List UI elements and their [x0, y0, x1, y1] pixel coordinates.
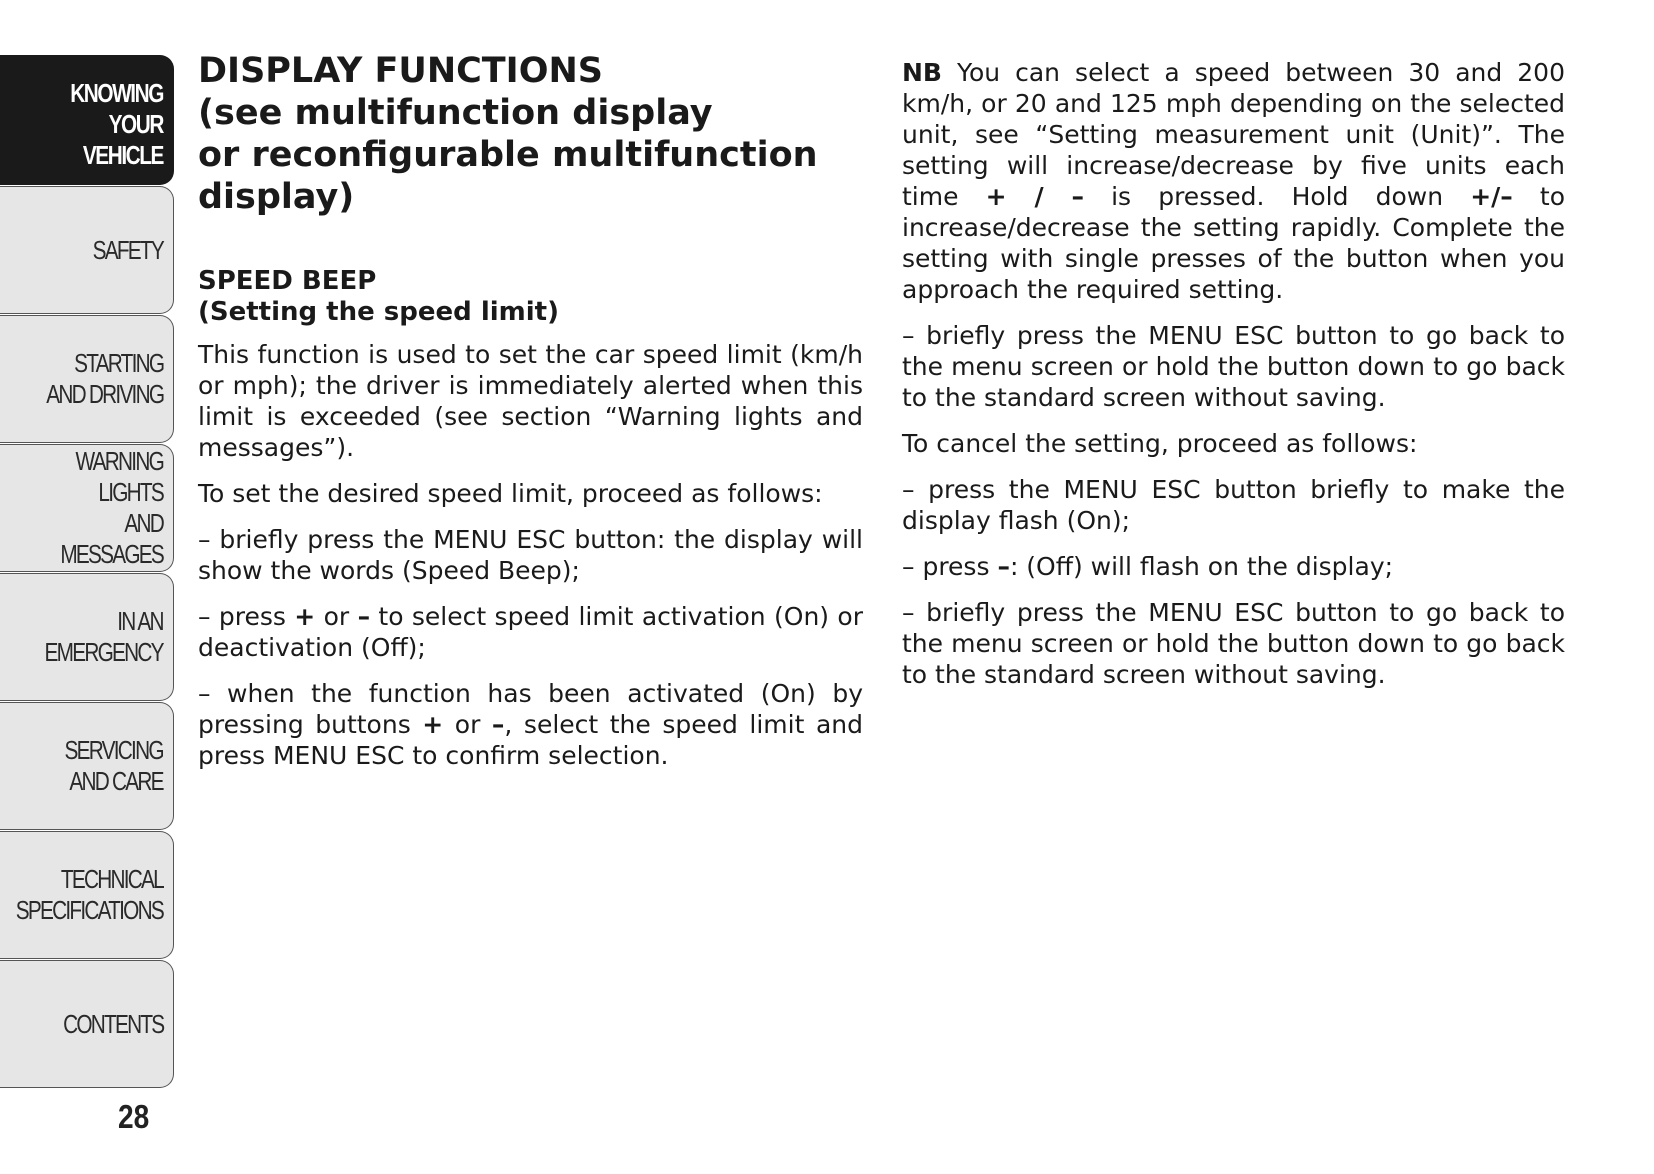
minus-symbol: – — [491, 710, 505, 739]
tab-in-an-emergency[interactable] — [0, 573, 174, 701]
note-paragraph: NB You can select a speed between 30 and 200 km/h, or 20 and 125 mph depending on the selected unit, see “Setting measurement unit (Unit)”. The setting will increase/decrease by five units each time + / – is pressed. Hold down +/– to increase/decrease the setting rapidly. Complete the setting with single presses of the button when you approach the required setting. — [902, 58, 1566, 304]
step-select-limit: – when the function has been activated (On) by pressing buttons + or –, select the speed limit and press MENU ESC to confirm selection. — [198, 679, 863, 770]
tab-label: CONTENTS — [62, 1008, 163, 1039]
tab-warning-lights[interactable] — [0, 444, 174, 572]
paragraph-cancel: To cancel the setting, proceed as follows: — [902, 429, 1418, 458]
tab-label: STARTING AND DRIVING — [45, 348, 163, 409]
step-go-back: – briefly press the MENU ESC button to go back to the menu screen or hold the button down to go back to the standard screen without saving. — [902, 321, 1565, 412]
tab-servicing-and-care[interactable] — [0, 702, 174, 830]
paragraph-procedure: To set the desired speed limit, proceed as follows: — [198, 479, 823, 508]
page-number: 28 — [118, 1098, 150, 1135]
tab-safety[interactable] — [0, 186, 174, 314]
chapter-tabs — [0, 55, 174, 1089]
note-label: NB — [902, 58, 942, 87]
paragraph-intro: This function is used to set the car speed limit (km/h or mph); the driver is immediately alerted when this limit is exceeded (see section “Warning lights and messages”). — [198, 340, 863, 462]
plus-symbol: + — [294, 602, 316, 631]
step-go-back-cancel: – briefly press the MENU ESC button to go back to the menu screen or hold the button down to go back to the standard screen without saving. — [902, 598, 1565, 689]
tab-label: IN AN EMERGENCY — [44, 606, 163, 667]
plus-minus-symbol: + / – — [985, 182, 1084, 211]
plus-minus-symbol: +/– — [1470, 182, 1513, 211]
minus-symbol: – — [997, 552, 1010, 581]
step-press-minus: – press –: (Off) will flash on the display; — [902, 552, 1394, 581]
left-column — [198, 50, 863, 786]
tab-contents[interactable] — [0, 960, 174, 1088]
step-press-menu-esc: – briefly press the MENU ESC button: the display will show the words (Speed Beep); — [198, 525, 863, 585]
subsection-heading: SPEED BEEP (Setting the speed limit) — [198, 266, 559, 327]
section-heading: DISPLAY FUNCTIONS (see multifunction display or reconfigurable multifunction display) — [198, 51, 818, 217]
tab-label: WARNING LIGHTS AND MESSAGES — [60, 446, 163, 569]
tab-technical-specifications[interactable] — [0, 831, 174, 959]
tab-label: SAFETY — [92, 234, 163, 265]
tab-starting-and-driving[interactable] — [0, 315, 174, 443]
step-select-activation: – press + or – to select speed limit activation (On) or deactivation (Off); — [198, 602, 863, 662]
right-column — [902, 57, 1565, 705]
tab-label: KNOWING YOUR VEHICLE — [70, 78, 163, 170]
plus-symbol: + — [422, 710, 444, 739]
step-press-menu-esc-cancel: – press the MENU ESC button briefly to make the display flash (On); — [902, 475, 1565, 535]
tab-label: SERVICING AND CARE — [64, 735, 163, 796]
tab-knowing-your-vehicle[interactable] — [0, 55, 174, 185]
minus-symbol: – — [357, 602, 371, 631]
tab-label: TECHNICAL SPECIFICATIONS — [15, 864, 163, 925]
